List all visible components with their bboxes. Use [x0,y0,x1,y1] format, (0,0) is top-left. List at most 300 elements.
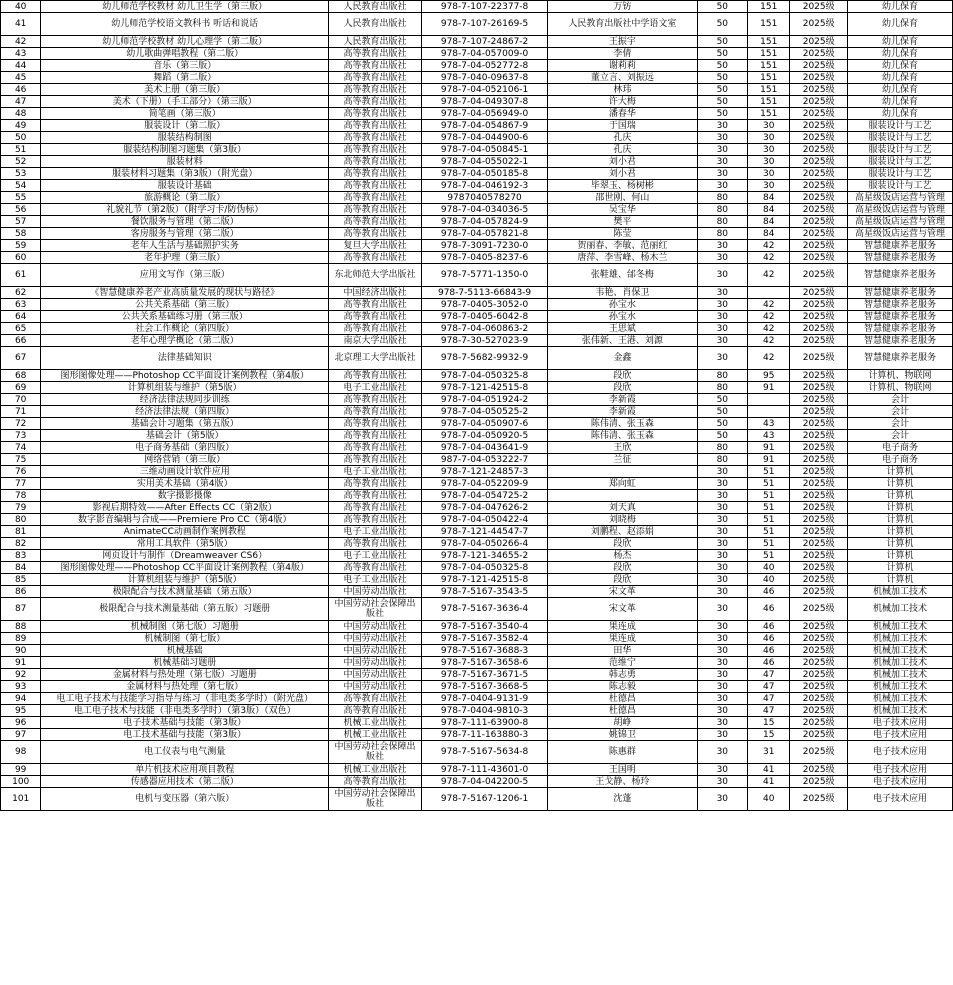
cell-author: 宋文革 [548,586,697,598]
cell-quantity-b: 46 [748,598,790,621]
cell-grade: 2025级 [790,84,848,96]
table-row [1,586,953,598]
cell-publisher: 高等教育出版社 [329,60,422,72]
cell-row-number: 88 [1,621,41,633]
cell-book-title: 数字摄影摄像 [41,490,329,502]
cell-grade: 2025级 [790,252,848,264]
cell-row-number: 44 [1,60,41,72]
cell-author: 陈惠群 [548,741,697,764]
cell-quantity-a: 30 [697,240,747,252]
cell-isbn: 978-7-121-24857-3 [421,466,547,478]
cell-book-title: 餐饮服务与管理（第二版） [41,216,329,228]
cell-author: 胡峥 [548,717,697,729]
table-row [1,633,953,645]
cell-row-number: 53 [1,168,41,180]
cell-publisher: 电子工业出版社 [329,574,422,586]
cell-major: 会计 [847,406,952,418]
cell-author: 刘鹏程、赵添娟 [548,526,697,538]
cell-book-title: 幼儿师范学校教材 幼儿心理学（第二版） [41,36,329,48]
table-row [1,645,953,657]
cell-quantity-a: 30 [697,562,747,574]
table-row [1,370,953,382]
cell-isbn: 978-7-111-43601-0 [421,764,547,776]
cell-quantity-b: 42 [748,347,790,370]
cell-isbn: 978-7-04-055022-1 [421,156,547,168]
cell-isbn: 978-7-5771-1350-0 [421,264,547,287]
cell-grade: 2025级 [790,764,848,776]
cell-row-number: 71 [1,406,41,418]
cell-author: 杜德昌 [548,705,697,717]
cell-quantity-b: 30 [748,180,790,192]
cell-grade: 2025级 [790,502,848,514]
cell-row-number: 47 [1,96,41,108]
table-row [1,466,953,478]
cell-publisher: 机械工业出版社 [329,717,422,729]
cell-grade: 2025级 [790,717,848,729]
cell-row-number: 66 [1,335,41,347]
cell-grade: 2025级 [790,693,848,705]
cell-publisher: 高等教育出版社 [329,48,422,60]
cell-major: 智慧健康养老服务 [847,311,952,323]
cell-major: 高星级饭店运营与管理 [847,228,952,240]
cell-isbn: 978-7-040-09637-8 [421,72,547,84]
cell-author: 邵世刚、何山 [548,192,697,204]
cell-quantity-b: 42 [748,335,790,347]
cell-row-number: 51 [1,144,41,156]
cell-quantity-b: 151 [748,96,790,108]
table-row [1,574,953,586]
table-row [1,693,953,705]
cell-isbn: 978-7-5113-66843-9 [421,287,547,299]
cell-book-title: 基础会计习题集（第五版） [41,418,329,430]
table-row [1,299,953,311]
cell-major: 高星级饭店运营与管理 [847,204,952,216]
cell-row-number: 73 [1,430,41,442]
cell-major: 机械加工技术 [847,669,952,681]
cell-row-number: 101 [1,788,41,811]
cell-row-number: 56 [1,204,41,216]
cell-author: 王戈静、杨玲 [548,776,697,788]
cell-grade: 2025级 [790,633,848,645]
booklist-body [1,1,953,811]
cell-quantity-b: 31 [748,741,790,764]
cell-isbn: 978-7-0404-9810-3 [421,705,547,717]
cell-isbn: 978-7-04-034036-5 [421,204,547,216]
table-row [1,335,953,347]
cell-row-number: 99 [1,764,41,776]
cell-quantity-b: 42 [748,264,790,287]
cell-publisher: 高等教育出版社 [329,120,422,132]
cell-book-title: 服装结构制图 [41,132,329,144]
cell-quantity-a: 50 [697,430,747,442]
cell-isbn: 978-7-04-052772-8 [421,60,547,72]
cell-author: 杜德昌 [548,693,697,705]
cell-quantity-b: 51 [748,478,790,490]
cell-publisher: 高等教育出版社 [329,156,422,168]
cell-isbn: 978-7-5167-1206-1 [421,788,547,811]
cell-quantity-a: 30 [697,717,747,729]
cell-row-number: 89 [1,633,41,645]
cell-major: 机械加工技术 [847,693,952,705]
cell-publisher: 中国劳动出版社 [329,657,422,669]
cell-quantity-a: 30 [697,144,747,156]
cell-grade: 2025级 [790,394,848,406]
cell-publisher: 高等教育出版社 [329,514,422,526]
cell-isbn: 978-7-04-052209-9 [421,478,547,490]
cell-publisher: 高等教育出版社 [329,168,422,180]
cell-quantity-b: 151 [748,84,790,96]
cell-grade: 2025级 [790,526,848,538]
cell-quantity-a: 30 [697,586,747,598]
cell-row-number: 68 [1,370,41,382]
cell-major: 智慧健康养老服务 [847,264,952,287]
cell-author: 姚锦卫 [548,729,697,741]
cell-quantity-b: 47 [748,705,790,717]
cell-quantity-b: 42 [748,240,790,252]
cell-major: 智慧健康养老服务 [847,299,952,311]
cell-quantity-b: 42 [748,252,790,264]
table-row [1,788,953,811]
cell-author: 李新霞 [548,394,697,406]
cell-quantity-a: 50 [697,60,747,72]
cell-author: 谢莉莉 [548,60,697,72]
cell-isbn: 978-7-04-047626-2 [421,502,547,514]
cell-isbn: 978-7-121-42515-8 [421,574,547,586]
cell-author: 李新霞 [548,406,697,418]
cell-quantity-b: 91 [748,382,790,394]
cell-row-number: 63 [1,299,41,311]
cell-quantity-a: 30 [697,514,747,526]
cell-quantity-a: 50 [697,1,747,13]
table-row [1,252,953,264]
cell-major: 机械加工技术 [847,633,952,645]
cell-book-title: 三维动画设计软件应用 [41,466,329,478]
cell-grade: 2025级 [790,72,848,84]
cell-author: 杨杰 [548,550,697,562]
cell-publisher: 高等教育出版社 [329,406,422,418]
cell-major: 服装设计与工艺 [847,132,952,144]
cell-quantity-b: 47 [748,681,790,693]
cell-major: 智慧健康养老服务 [847,347,952,370]
table-row [1,120,953,132]
cell-row-number: 52 [1,156,41,168]
cell-row-number: 67 [1,347,41,370]
cell-grade: 2025级 [790,240,848,252]
cell-book-title: 数字影音编辑与合成——Premiere Pro CC（第4版） [41,514,329,526]
cell-isbn: 978-7-107-22377-8 [421,1,547,13]
table-row [1,156,953,168]
cell-isbn: 978-7-04-046192-3 [421,180,547,192]
cell-grade: 2025级 [790,204,848,216]
cell-isbn: 978-7-0405-3052-0 [421,299,547,311]
cell-grade: 2025级 [790,96,848,108]
cell-book-title: 极限配合与技术测量基础（第五版）习题册 [41,598,329,621]
cell-major: 计算机 [847,538,952,550]
cell-publisher: 中国劳动出版社 [329,669,422,681]
cell-publisher: 高等教育出版社 [329,418,422,430]
cell-quantity-a: 30 [697,598,747,621]
cell-quantity-b: 51 [748,490,790,502]
cell-quantity-a: 30 [697,180,747,192]
table-row [1,72,953,84]
cell-row-number: 77 [1,478,41,490]
cell-publisher: 电子工业出版社 [329,526,422,538]
cell-row-number: 98 [1,741,41,764]
cell-quantity-b: 43 [748,418,790,430]
cell-book-title: 老年人生活与基础照护实务 [41,240,329,252]
cell-major: 幼儿保育 [847,48,952,60]
table-row [1,180,953,192]
cell-publisher: 人民教育出版社 [329,13,422,36]
cell-book-title: 机械基础 [41,645,329,657]
cell-book-title: 电工技术基础与技能（第3版） [41,729,329,741]
cell-row-number: 83 [1,550,41,562]
cell-isbn: 978-7-121-34655-2 [421,550,547,562]
cell-quantity-b [748,394,790,406]
cell-row-number: 93 [1,681,41,693]
cell-quantity-a: 80 [697,382,747,394]
cell-quantity-b: 41 [748,776,790,788]
cell-author: 果连成 [548,633,697,645]
cell-book-title: 传感器应用技术（第二版） [41,776,329,788]
cell-quantity-a: 30 [697,502,747,514]
cell-publisher: 高等教育出版社 [329,490,422,502]
cell-quantity-a: 50 [697,48,747,60]
cell-row-number: 76 [1,466,41,478]
cell-book-title: 音乐（第三版） [41,60,329,72]
table-row [1,705,953,717]
cell-quantity-a: 50 [697,36,747,48]
cell-quantity-a: 30 [697,299,747,311]
cell-quantity-a: 50 [697,108,747,120]
cell-publisher: 高等教育出版社 [329,478,422,490]
cell-quantity-a: 30 [697,776,747,788]
cell-quantity-a: 80 [697,370,747,382]
cell-row-number: 92 [1,669,41,681]
cell-quantity-b: 46 [748,621,790,633]
cell-publisher: 高等教育出版社 [329,693,422,705]
cell-row-number: 48 [1,108,41,120]
cell-author: 范维宁 [548,657,697,669]
table-row [1,168,953,180]
cell-quantity-a: 30 [697,633,747,645]
cell-quantity-b: 84 [748,192,790,204]
cell-row-number: 72 [1,418,41,430]
cell-publisher: 高等教育出版社 [329,192,422,204]
cell-book-title: 基础会计（第5版） [41,430,329,442]
cell-grade: 2025级 [790,132,848,144]
cell-quantity-b: 51 [748,550,790,562]
table-row [1,418,953,430]
table-row [1,621,953,633]
table-row [1,264,953,287]
cell-quantity-b: 15 [748,729,790,741]
cell-quantity-a: 30 [697,120,747,132]
cell-publisher: 高等教育出版社 [329,228,422,240]
cell-grade: 2025级 [790,657,848,669]
cell-publisher: 高等教育出版社 [329,538,422,550]
cell-book-title: 社会工作概论（第四版） [41,323,329,335]
cell-quantity-b: 30 [748,144,790,156]
cell-isbn: 9787040578270 [421,192,547,204]
cell-quantity-b: 46 [748,657,790,669]
cell-major: 计算机、物联网 [847,370,952,382]
cell-major: 计算机 [847,490,952,502]
cell-quantity-a: 30 [697,490,747,502]
cell-quantity-b: 41 [748,764,790,776]
cell-major: 机械加工技术 [847,586,952,598]
cell-isbn: 978-7-30-527023-9 [421,335,547,347]
cell-isbn: 978-7-04-050920-5 [421,430,547,442]
cell-quantity-b: 30 [748,168,790,180]
cell-grade: 2025级 [790,156,848,168]
cell-quantity-b: 84 [748,216,790,228]
cell-isbn: 978-7-04-049307-8 [421,96,547,108]
cell-quantity-b: 151 [748,13,790,36]
cell-publisher: 中国劳动出版社 [329,586,422,598]
cell-isbn: 978-7-04-057821-8 [421,228,547,240]
cell-publisher: 中国劳动出版社 [329,621,422,633]
cell-isbn: 978-7-111-63900-8 [421,717,547,729]
cell-author: 段欣 [548,562,697,574]
cell-major: 计算机 [847,562,952,574]
cell-row-number: 40 [1,1,41,13]
table-row [1,60,953,72]
cell-quantity-b: 84 [748,204,790,216]
cell-publisher: 电子工业出版社 [329,466,422,478]
cell-publisher: 高等教育出版社 [329,216,422,228]
cell-grade: 2025级 [790,598,848,621]
table-row [1,406,953,418]
cell-major: 幼儿保育 [847,96,952,108]
cell-author: 刘小君 [548,168,697,180]
cell-major: 幼儿保育 [847,60,952,72]
table-row [1,514,953,526]
cell-quantity-a: 50 [697,96,747,108]
cell-book-title: 电工电子技术与技能（非电类多学时）（第3版）（双色） [41,705,329,717]
cell-book-title: 法律基础知识 [41,347,329,370]
cell-major: 机械加工技术 [847,598,952,621]
cell-grade: 2025级 [790,788,848,811]
cell-quantity-a: 30 [697,693,747,705]
cell-grade: 2025级 [790,669,848,681]
cell-quantity-a: 30 [697,669,747,681]
cell-row-number: 95 [1,705,41,717]
cell-isbn: 978-7-107-24867-2 [421,36,547,48]
cell-quantity-a: 80 [697,454,747,466]
cell-author: 潘春华 [548,108,697,120]
cell-grade: 2025级 [790,514,848,526]
cell-author: 陈莹 [548,228,697,240]
cell-isbn: 978-7-5167-3540-4 [421,621,547,633]
cell-major: 会计 [847,418,952,430]
cell-grade: 2025级 [790,490,848,502]
table-row [1,228,953,240]
cell-major: 智慧健康养老服务 [847,252,952,264]
cell-quantity-b [748,406,790,418]
table-row [1,192,953,204]
cell-quantity-b: 46 [748,586,790,598]
cell-book-title: 老年心理学概论（第二版） [41,335,329,347]
table-row [1,108,953,120]
cell-author: 刘天真 [548,502,697,514]
cell-publisher: 高等教育出版社 [329,394,422,406]
cell-quantity-a: 30 [697,323,747,335]
cell-isbn: 978-7-0404-9131-9 [421,693,547,705]
cell-major: 服装设计与工艺 [847,168,952,180]
cell-grade: 2025级 [790,180,848,192]
cell-major: 电子技术应用 [847,776,952,788]
cell-quantity-b: 51 [748,526,790,538]
cell-quantity-a: 30 [697,788,747,811]
table-row [1,84,953,96]
cell-isbn: 978-7-04-050325-8 [421,562,547,574]
cell-book-title: 经济法律法规同步训练 [41,394,329,406]
table-row [1,204,953,216]
cell-isbn: 987-7-04-053222-7 [421,454,547,466]
cell-quantity-a: 30 [697,264,747,287]
cell-major: 电子技术应用 [847,764,952,776]
cell-publisher: 中国劳动出版社 [329,645,422,657]
cell-author [548,490,697,502]
cell-row-number: 79 [1,502,41,514]
cell-publisher: 高等教育出版社 [329,430,422,442]
cell-row-number: 70 [1,394,41,406]
cell-publisher: 南京大学出版社 [329,335,422,347]
cell-book-title: 美术（下册）（手工部分）（第三版） [41,96,329,108]
cell-isbn: 978-7-121-42515-8 [421,382,547,394]
cell-isbn: 978-7-5167-3636-4 [421,598,547,621]
cell-isbn: 978-7-04-050422-4 [421,514,547,526]
cell-book-title: 服装设计基础 [41,180,329,192]
cell-author: 沈蓬 [548,788,697,811]
table-row [1,776,953,788]
cell-isbn: 978-7-04-052106-1 [421,84,547,96]
cell-row-number: 90 [1,645,41,657]
cell-publisher: 高等教育出版社 [329,299,422,311]
cell-book-title: 网页设计与制作（Dreamweaver CS6） [41,550,329,562]
table-row [1,454,953,466]
cell-grade: 2025级 [790,216,848,228]
cell-isbn: 978-7-04-050325-8 [421,370,547,382]
cell-author: 段欣 [548,538,697,550]
cell-row-number: 97 [1,729,41,741]
table-row [1,430,953,442]
cell-major: 电子技术应用 [847,717,952,729]
cell-isbn: 978-7-5682-9932-9 [421,347,547,370]
cell-quantity-a: 30 [697,538,747,550]
cell-quantity-b: 15 [748,717,790,729]
cell-book-title: AnimateCC动画制作案例教程 [41,526,329,538]
cell-quantity-a: 30 [697,478,747,490]
cell-grade: 2025级 [790,741,848,764]
cell-author: 段欣 [548,382,697,394]
cell-row-number: 49 [1,120,41,132]
table-row [1,669,953,681]
cell-row-number: 59 [1,240,41,252]
cell-grade: 2025级 [790,228,848,240]
cell-book-title: 幼儿歌曲弹唱教程（第二版） [41,48,329,60]
cell-grade: 2025级 [790,478,848,490]
cell-publisher: 复旦大学出版社 [329,240,422,252]
cell-isbn: 978-7-0405-6042-8 [421,311,547,323]
cell-quantity-a: 30 [697,574,747,586]
cell-author: 唐萍、李雪峰、杨木兰 [548,252,697,264]
cell-row-number: 91 [1,657,41,669]
cell-grade: 2025级 [790,347,848,370]
cell-isbn: 978-7-04-054725-2 [421,490,547,502]
cell-publisher: 人民教育出版社 [329,36,422,48]
